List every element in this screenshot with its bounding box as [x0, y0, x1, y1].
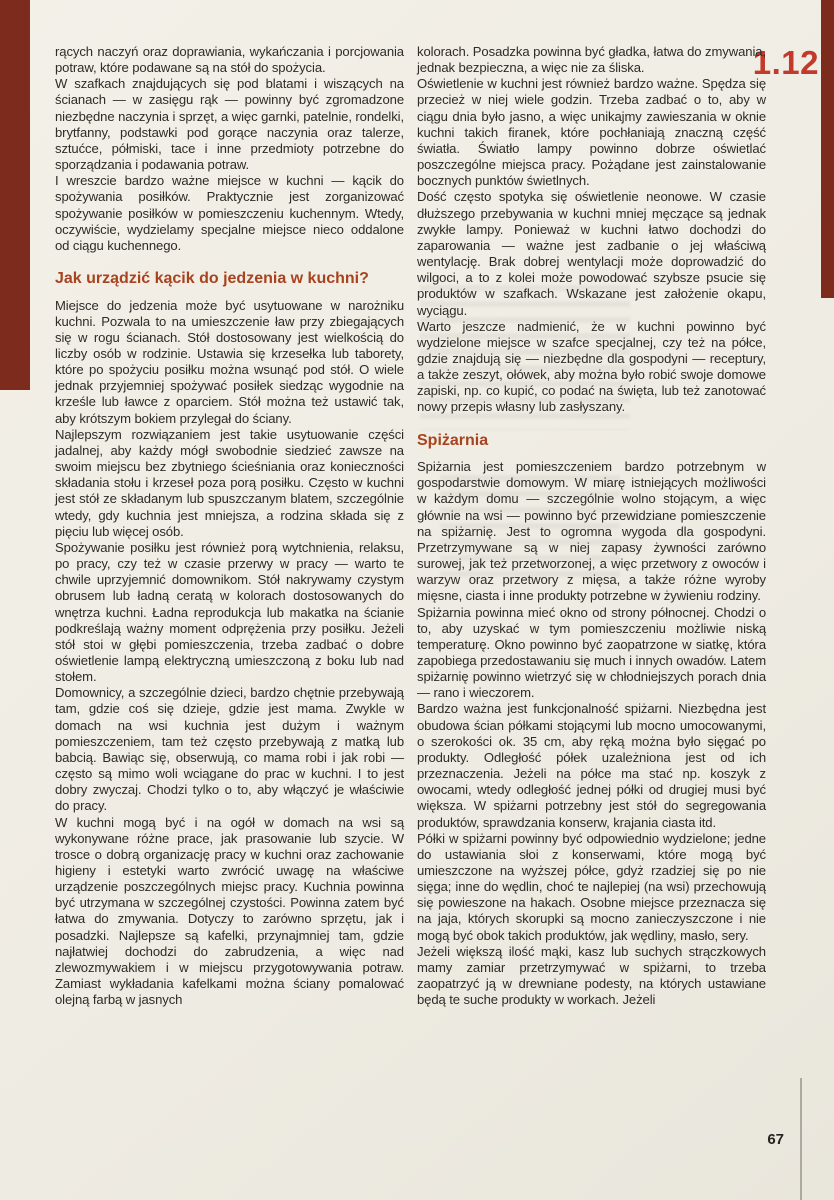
page-number: 67: [767, 1131, 784, 1148]
scan-artifact-line: [800, 1078, 802, 1200]
paragraph: W kuchni mogą być i na ogół w domach na wsi są wykonywane różne prace, jak prasowanie lub szycie. W trosce o dobrą organizację pracy w kuchni oraz zachowanie higieny i estetyki warto zwrócić uwagę na właściwe urządzenie poszczególnych miejsc pracy. Kuchnia powinna być utrzymana w szczególnej czystości. Powinna zatem być łatwa do zmywania. Dotyczy to zarówno sprzętu, jak i posadzki. Najlepsze są kafelki, przynajmniej tam, gdzie najłatwiej dochodzi do zabrudzenia, a więc nad zlewozmywakiem i w miejscu przygotowywania potraw. Zamiast wykładania kafelkami można ściany pomalować olejną farbą w jasnych: [55, 814, 404, 1008]
paragraph: Półki w spiżarni powinny być odpowiednio wydzielone; jedne do ustawiania słoi z konserwami, które mogą być umieszczone na wyższej półce, gdyż rzadziej się po nie sięga; inne do wędlin, choć te najlepiej (na wsi) przechowują się powieszone na hakach. Osobne miejsce przeznacza się na jaja, których skorupki są mocno zanieczyszczone i nie mogą być obok takich produktów, jak wędliny, masło, sery.: [417, 830, 766, 943]
paragraph: Miejsce do jedzenia może być usytuowane w narożniku kuchni. Pozwala to na umieszczenie ław przy zbiegających się w rogu ścianach. Stół dostosowany jest wielkością do liczby osób w rodzinie. Ustawia się krzesełka lub taborety, które po spożyciu posiłku można wsunąć pod stół. O wiele jednak przyjemniej spożywać posiłek siedząc wygodnie na krześle lub ławce z oparciem. Stół można też ustawić tak, aby krótszym bokiem przylegał do ściany.: [55, 297, 404, 426]
paragraph: kolorach. Posadzka powinna być gładka, łatwa do zmywania, jednak bezpieczna, a więc nie za śliska.: [417, 44, 766, 76]
two-column-text: [55, 44, 767, 1008]
paragraph: Domownicy, a szczególnie dzieci, bardzo chętnie przebywają tam, gdzie coś się dzieje, gdzie jest mama. Zwykle w domach na wsi kuchnia jest dużym i ważnym pomieszczeniem, tam też często przebywają z matką lub babcią. Bawiąc się, obserwują, co mama robi i jak robi — często są mimo woli wciągane do prac w kuchni. I to jest dobry zwyczaj. Chodzi tylko o to, aby włączyć je właściwie do pracy.: [55, 685, 404, 814]
paragraph: Dość często spotyka się oświetlenie neonowe. W czasie dłuższego przebywania w kuchni mniej męczące są jednak zwykłe lampy. Ponieważ w kuchni łatwo dochodzi do zaparowania — ważne jest zadbanie o jej właściwą wentylację. Brak dobrej wentylacji może doprowadzić do wilgoci, a to z kolei może powodować szybsze psucie się produktów w szafkach. Wskazane jest założenie okapu, wyciągu.: [417, 189, 766, 318]
section-heading: Jak urządzić kącik do jedzenia w kuchni?: [55, 270, 369, 288]
paragraph: Spożywanie posiłku jest również porą wytchnienia, relaksu, po pracy, czy też w czasie przerwy w pracy — warto te chwile uprzyjemnić domownikom. Stół nakrywamy czystym obrusem lub ładną ceratą w kolorach dostosowanych do wnętrza kuchni. Ładna reprodukcja lub makatka na ścianie podkreślają ważny moment odprężenia przy posiłku. Jeżeli stół stoi w głębi pomieszczenia, trzeba zadbać o dobre oświetlenie lampą elektryczną umieszczoną z boku lub nad stołem.: [55, 539, 404, 685]
right-margin-red-bar: [821, 0, 834, 298]
left-margin-red-bar: [0, 0, 30, 390]
paragraph: Bardzo ważna jest funkcjonalność spiżarni. Niezbędna jest obudowa ścian półkami stojącymi lub mocno umocowanymi, o szerokości ok. 35 cm, aby ręką można było sięgać po produkty. Odległość półek uzależniona jest od ich przeznaczenia. Jeżeli na półce ma stać np. koszyk z owocami, wtedy odległość jednej półki od drugiej musi być większa. W spiżarni potrzebny jest stół do segregowania produktów, sprawdzania konserw, krajania ciasta itd.: [417, 701, 766, 830]
left-column: [55, 44, 404, 1008]
paragraph: rących naczyń oraz doprawiania, wykańczania i porcjowania potraw, które podawane są na stół do spożycia.: [55, 44, 404, 76]
paragraph: I wreszcie bardzo ważne miejsce w kuchni — kącik do spożywania posiłków. Praktycznie jest zorganizować spożywanie posiłków w pomieszczeniu kuchennym. Wtedy, oczywiście, wydzielamy specjalne miejsce nieco oddalone od ciągu kuchennego.: [55, 173, 404, 253]
right-column: [417, 44, 766, 1008]
paragraph: Najlepszym rozwiązaniem jest takie usytuowanie części jadalnej, aby każdy mógł swobodnie siedzieć zawsze na swoim miejscu bez zbytniego ścieśniania oraz konieczności składania stołu i krzeseł poza porą posiłku. Często w kuchni jest stół ze składanym lub spuszczanym blatem, szczególnie wtedy, gdy kuchnia jest mniejsza, a rodzina składa się z pięciu lub więcej osób.: [55, 426, 404, 539]
paragraph: Jeżeli większą ilość mąki, kasz lub suchych strączkowych mamy zamiar przetrzymywać w spiżarni, to trzeba zaopatrzyć ją w drewniane podesty, na których ustawiane będą te suche produkty w workach. Jeżeli: [417, 943, 766, 1008]
paragraph: Spiżarnia powinna mieć okno od strony północnej. Chodzi o to, aby uzyskać w tym pomieszczeniu możliwie niską temperaturę. Okno powinno być zaopatrzone w siatkę, która zapobiega przedostawaniu się much i innych owadów. Latem spiżarnię powinno wietrzyć się w chłodniejszych porach dnia — rano i wieczorem.: [417, 604, 766, 701]
paragraph: Spiżarnia jest pomieszczeniem bardzo potrzebnym w gospodarstwie domowym. W miarę istniejących możliwości w każdym domu — szczególnie wolno stojącym, a więc głównie na wsi — powinno być przewidziane pomieszczenie na spiżarnię. Jest to ogromna wygoda dla gospodyni. Przetrzymywane są w niej zapasy żywności zarówno surowej, jak też przetworzonej, a więc przetwory z owoców i warzyw oraz przetwory z mięsa, a także różne wyroby mięsne, ciasta i inne produkty potrzebne w żywieniu rodziny.: [417, 459, 766, 604]
paragraph: W szafkach znajdujących się pod blatami i wiszących na ścianach — w zasięgu rąk — powinny być zgromadzone niezbędne naczynia i sprzęt, a więc garnki, patelnie, rondelki, brytfanny, podstawki pod gorące naczynia oraz talerze, sztućce, półmiski, tace i inne przedmioty potrzebne do sporządzania i podawania potraw.: [55, 76, 404, 173]
paragraph: Oświetlenie w kuchni jest również bardzo ważne. Spędza się przecież w niej wiele godzin. Trzeba zadbać o to, aby w ciągu dnia było jasno, a więc unikajmy zawieszania w oknie kuchni takich firanek, które pochłaniają znaczną część światła. Światło lampy powinno dobrze oświetlać poszczególne miejsca pracy. Pożądane jest zainstalowanie bocznych punktów świetlnych.: [417, 76, 766, 189]
section-heading: Spiżarnia: [417, 431, 489, 449]
paragraph: Warto jeszcze nadmienić, że w kuchni powinno być wydzielone miejsce w szafce specjalnej, czy też na półce, gdzie znajdują się — niezbędne dla gospodyni — receptury, a także zeszyt, ołówek, aby można było robić swoje domowe zapiski, np. co kupić, co podać na święta, lub też zanotować nowy przepis własny lub zasłyszany.: [417, 318, 766, 415]
section-number: 1.12: [752, 44, 819, 81]
